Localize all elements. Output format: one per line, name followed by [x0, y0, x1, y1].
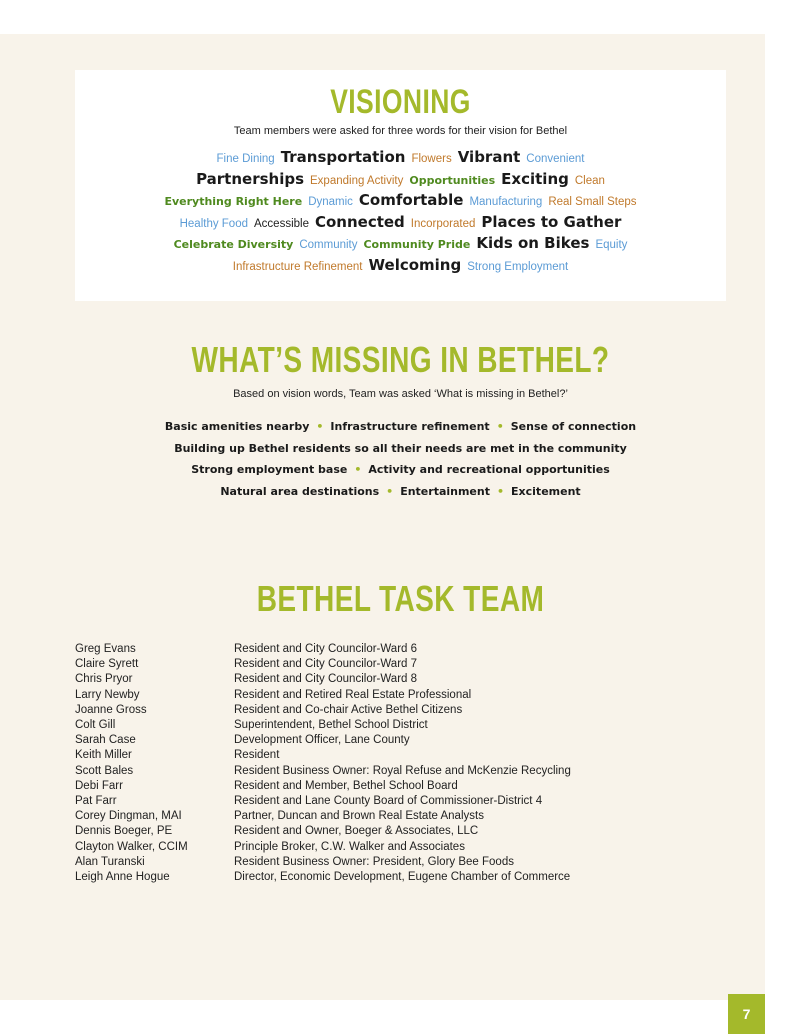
team-member-role: Director, Economic Development, Eugene Chamber of Commerce: [234, 871, 571, 884]
visioning-intro: Team members were asked for three words for their vision for Bethel: [233, 125, 568, 137]
team-member-role: Resident and Co-chair Active Bethel Citizens: [234, 703, 463, 716]
missing-line: [75, 416, 726, 438]
missing-line: [75, 459, 726, 481]
bullet-separator: •: [316, 420, 324, 433]
team-member-name: Alan Turanski: [75, 855, 145, 868]
vision-word: Manufacturing: [469, 196, 543, 208]
vision-word: Community Pride: [363, 238, 471, 251]
missing-section: [75, 340, 726, 502]
team-member-row: [75, 809, 571, 824]
missing-item: Building up Bethel residents so all their needs are met in the community: [174, 441, 627, 455]
team-member-name: Sarah Case: [75, 734, 136, 747]
vision-word: Clean: [574, 174, 605, 187]
team-member-row: [75, 855, 571, 870]
vision-word: Exciting: [501, 169, 569, 188]
vision-word: Incorporated: [410, 217, 476, 230]
team-member-row: [75, 672, 571, 687]
team-member-name: Scott Bales: [75, 764, 134, 777]
team-member-row: [75, 794, 571, 809]
team-member-role: Resident and City Councilor-Ward 7: [234, 658, 418, 671]
word-cloud-line: [75, 233, 726, 255]
team-member-role: Resident and City Councilor-Ward 6: [234, 643, 418, 655]
team-member-row: [75, 688, 571, 703]
vision-word: Flowers: [411, 153, 452, 165]
word-cloud-line: [75, 147, 726, 169]
team-member-row: [75, 764, 571, 779]
team-member-row: [75, 733, 571, 748]
team-member-role: Resident and City Councilor-Ward 8: [234, 673, 418, 686]
team-member-name: Leigh Anne Hogue: [75, 871, 170, 884]
team-member-name: Chris Pryor: [75, 673, 133, 686]
bullet-separator: •: [497, 484, 505, 498]
vision-word: Fine Dining: [216, 153, 275, 165]
team-member-row: [75, 657, 571, 672]
team-member-name: Pat Farr: [75, 795, 117, 808]
page: [0, 34, 765, 1022]
task-team-table: [75, 642, 571, 885]
team-member-role: Development Officer, Lane County: [234, 734, 410, 747]
vision-word: Everything Right Here: [164, 195, 303, 208]
missing-title: WHAT’S MISSING IN BETHEL?: [191, 339, 610, 380]
vision-word: Strong Employment: [467, 260, 569, 273]
word-cloud-line: [75, 255, 726, 277]
team-member-name: Keith Miller: [75, 749, 132, 762]
missing-item: Sense of connection: [510, 420, 637, 433]
vision-word: Equity: [595, 239, 628, 251]
missing-intro: Based on vision words, Team was asked ‘What is missing in Bethel?’: [233, 388, 568, 400]
word-cloud-line: [75, 212, 726, 234]
vision-word: Real Small Steps: [548, 196, 637, 208]
team-member-role: Resident: [234, 749, 280, 762]
vision-word: Convenient: [526, 153, 585, 165]
team-member-name: Corey Dingman, MAI: [75, 810, 182, 823]
bullet-separator: •: [496, 420, 504, 433]
word-cloud-line: [75, 169, 726, 191]
visioning-section: [75, 70, 726, 301]
vision-word: Kids on Bikes: [476, 234, 590, 252]
task-team-title: BETHEL TASK TEAM: [256, 578, 545, 619]
team-member-name: Greg Evans: [75, 643, 136, 655]
task-team-section: [75, 578, 726, 884]
team-member-role: Resident and Member, Bethel School Board: [234, 779, 458, 792]
team-member-name: Dennis Boeger, PE: [75, 825, 173, 838]
word-cloud: [75, 147, 726, 276]
team-member-row: [75, 703, 571, 718]
team-member-name: Debi Farr: [75, 779, 123, 792]
team-member-row: [75, 840, 571, 855]
team-member-name: Joanne Gross: [75, 703, 147, 716]
missing-line: [75, 438, 726, 460]
team-member-row: [75, 718, 571, 733]
vision-word: Infrastructure Refinement: [232, 260, 363, 273]
team-member-name: Larry Newby: [75, 688, 140, 701]
missing-list: [75, 416, 726, 502]
missing-item: Excitement: [511, 484, 581, 498]
missing-item: Basic amenities nearby: [164, 420, 310, 433]
team-member-role: Resident Business Owner: President, Glory Bee Foods: [234, 855, 514, 868]
team-member-name: Colt Gill: [75, 719, 116, 732]
team-member-row: [75, 748, 571, 763]
missing-line: [75, 481, 726, 503]
vision-word: Dynamic: [308, 196, 353, 208]
vision-word: Expanding Activity: [310, 174, 404, 187]
team-member-row: [75, 824, 571, 839]
vision-word: Connected: [314, 212, 405, 231]
page-number: 7: [728, 994, 765, 1034]
vision-word: Opportunities: [409, 173, 496, 187]
missing-item: Activity and recreational opportunities: [368, 463, 610, 476]
vision-word: Celebrate Diversity: [173, 238, 294, 251]
team-member-row: [75, 642, 571, 657]
visioning-title: VISIONING: [330, 83, 471, 121]
word-cloud-line: [75, 190, 726, 212]
vision-word: Community: [299, 239, 358, 251]
team-member-row: [75, 870, 571, 885]
team-member-role: Resident Business Owner: Royal Refuse and McKenzie Recycling: [234, 764, 571, 777]
vision-word: Comfortable: [358, 191, 464, 209]
team-member-name: Clayton Walker, CCIM: [75, 840, 188, 853]
team-member-role: Resident and Lane County Board of Commissioner-District 4: [234, 795, 543, 808]
vision-word: Accessible: [254, 217, 309, 230]
team-member-role: Partner, Duncan and Brown Real Estate Analysts: [234, 810, 484, 823]
team-member-role: Resident and Retired Real Estate Professional: [234, 688, 472, 701]
bullet-separator: •: [386, 484, 394, 498]
team-member-row: [75, 779, 571, 794]
missing-item: Natural area destinations: [220, 484, 380, 498]
team-member-name: Claire Syrett: [75, 658, 139, 671]
bullet-separator: •: [354, 463, 362, 476]
vision-word: Partnerships: [196, 169, 305, 188]
vision-word: Healthy Food: [179, 217, 248, 230]
vision-word: Transportation: [280, 148, 406, 166]
vision-word: Vibrant: [457, 148, 521, 166]
vision-word: Welcoming: [368, 255, 462, 274]
missing-item: Entertainment: [400, 484, 490, 498]
vision-word: Places to Gather: [481, 212, 622, 231]
missing-item: Infrastructure refinement: [330, 420, 490, 433]
team-member-role: Resident and Owner, Boeger & Associates, LLC: [234, 825, 479, 838]
team-member-role: Superintendent, Bethel School District: [234, 719, 428, 732]
team-member-role: Principle Broker, C.W. Walker and Associates: [234, 840, 465, 853]
missing-item: Strong employment base: [191, 463, 348, 476]
